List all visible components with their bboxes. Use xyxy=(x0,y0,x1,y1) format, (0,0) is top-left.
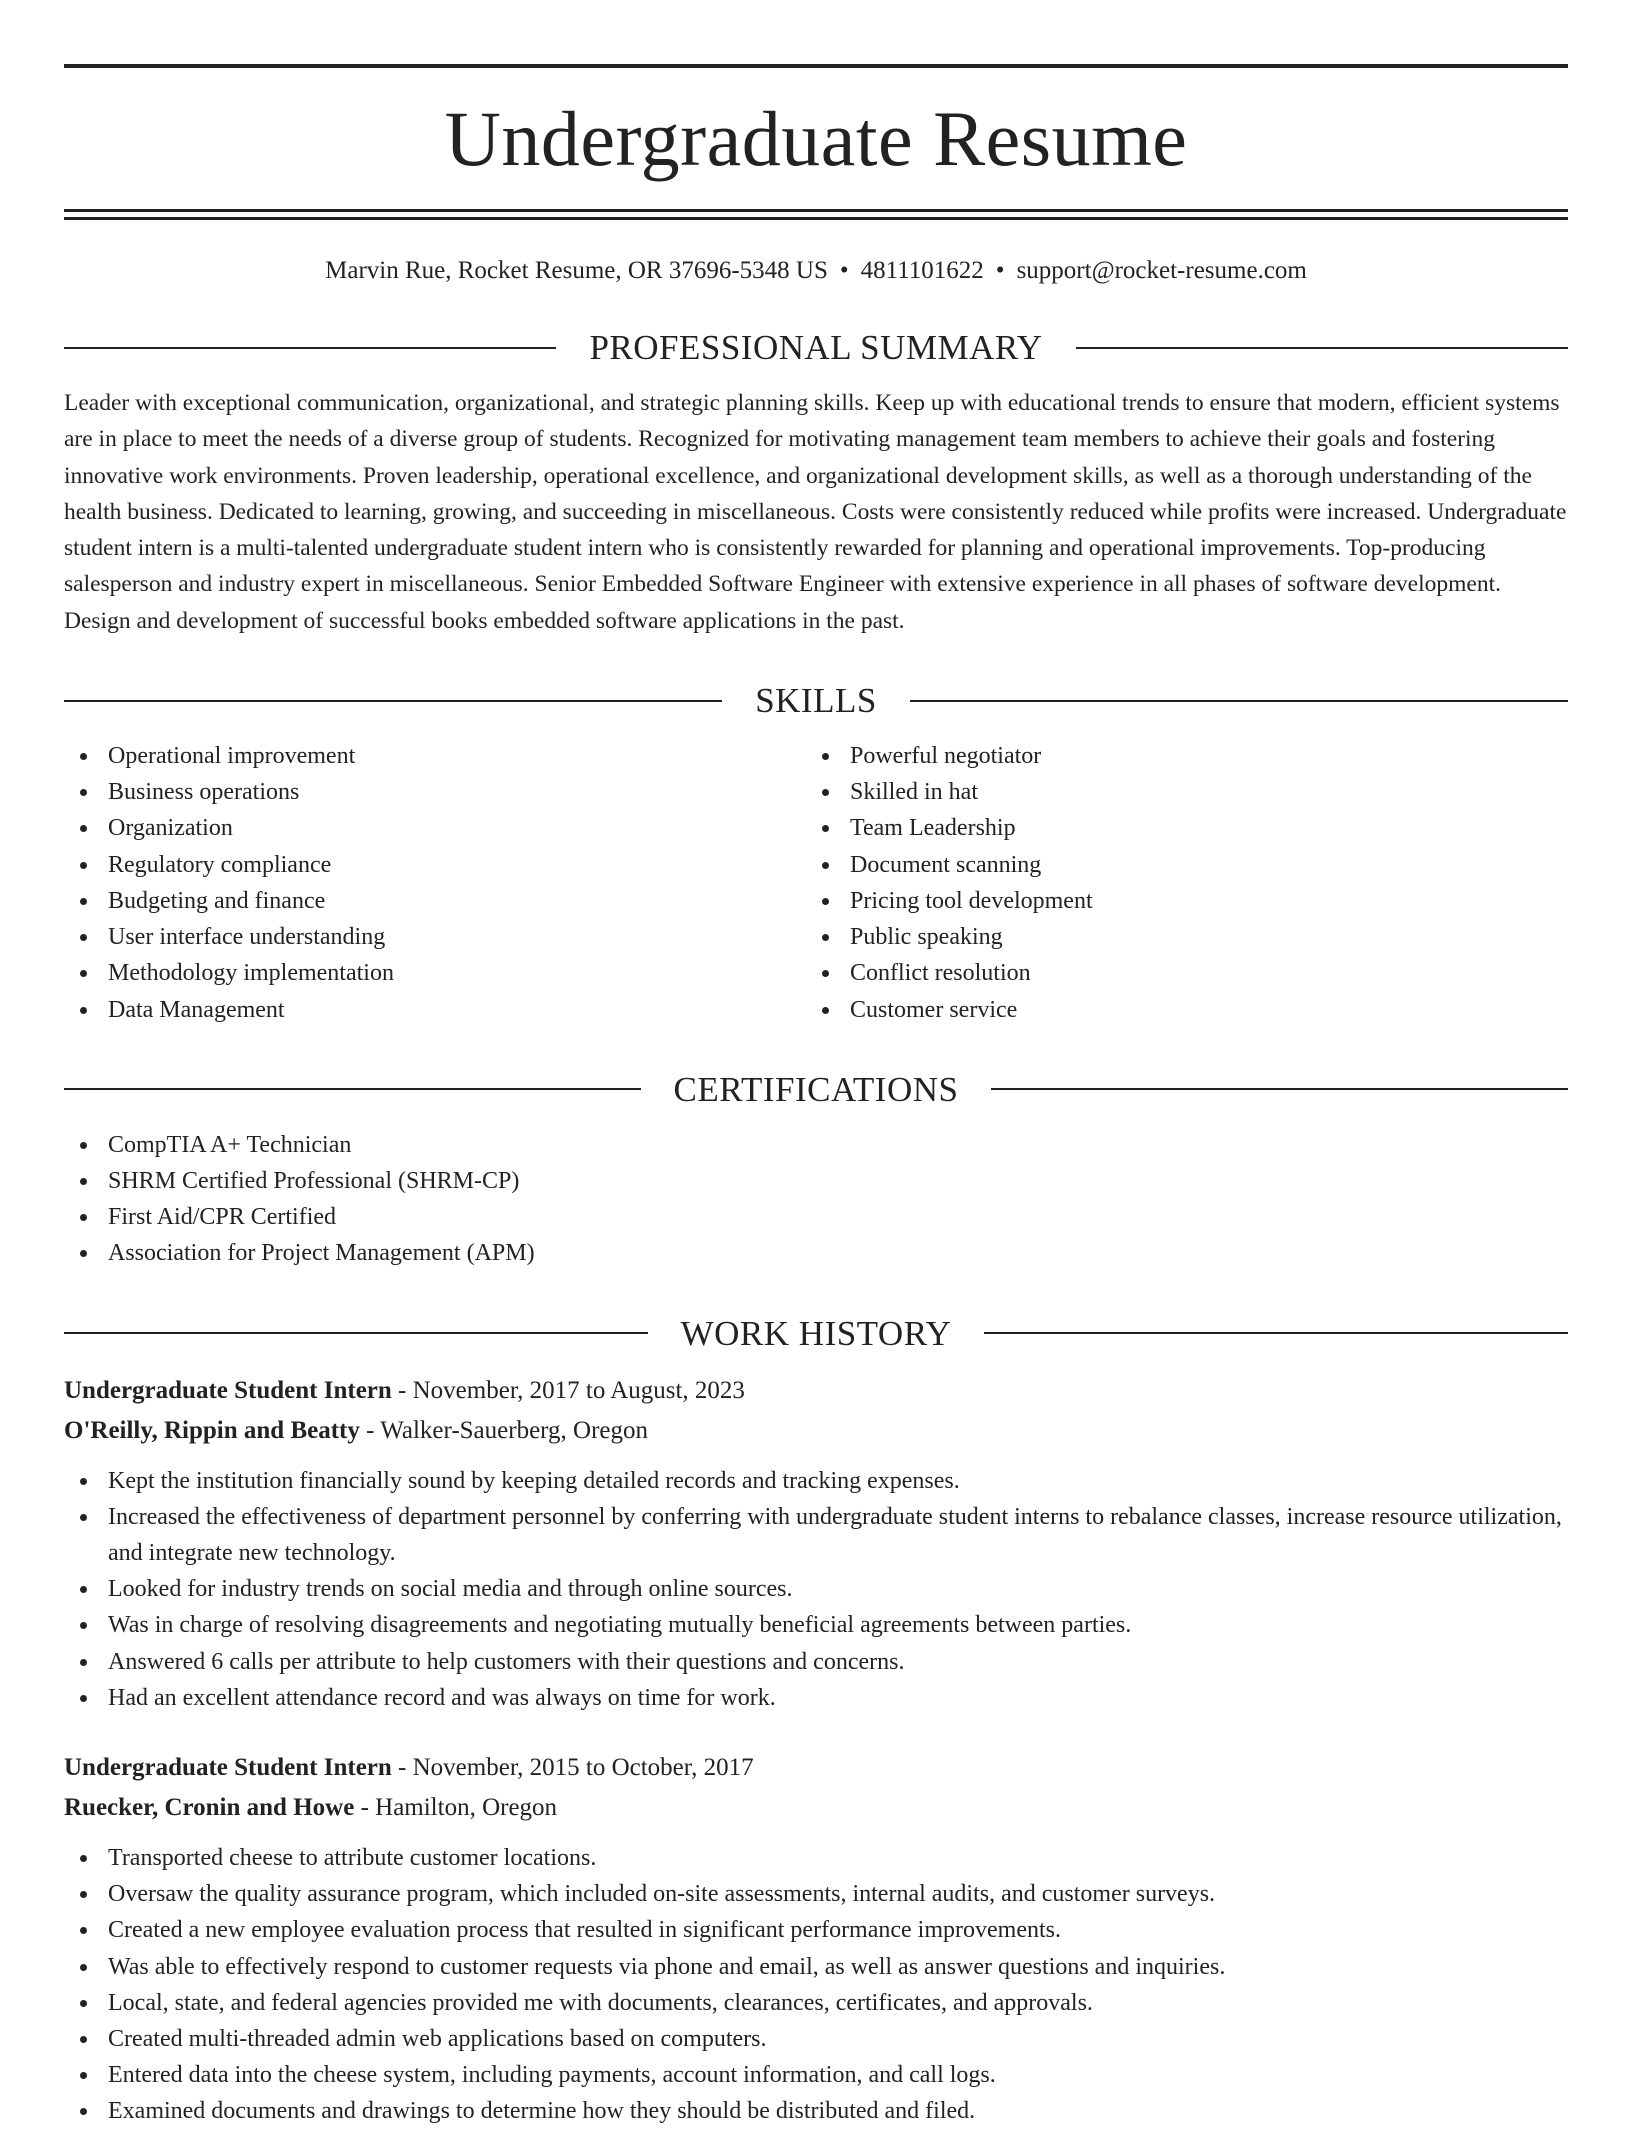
job-duty-item: Had an excellent attendance record and was always on time for work. xyxy=(64,1680,1568,1716)
job-location: - Hamilton, Oregon xyxy=(354,1793,558,1821)
job-title-line xyxy=(64,1748,1568,1788)
job-company: O'Reilly, Rippin and Beatty xyxy=(64,1416,360,1444)
job-duty-item: Oversaw the quality assurance program, which included on-site assessments, internal audits, and customer surveys. xyxy=(64,1876,1568,1912)
certifications-heading-text: CERTIFICATIONS xyxy=(673,1069,959,1109)
skill-item: Organization xyxy=(64,810,806,846)
skill-item: Methodology implementation xyxy=(64,955,806,991)
skill-item: Document scanning xyxy=(806,847,1548,883)
job-duty-item: Transported cheese to attribute customer locations. xyxy=(64,1840,1568,1876)
skill-item: Budgeting and finance xyxy=(64,883,806,919)
heading-rule-right xyxy=(1076,347,1568,349)
skill-item: User interface understanding xyxy=(64,919,806,955)
skill-item: Pricing tool development xyxy=(806,883,1548,919)
job-duty-item: Local, state, and federal agencies provided me with documents, clearances, certificates, and approvals. xyxy=(64,1985,1568,2021)
job-entry xyxy=(64,1371,1568,1716)
skills-columns xyxy=(64,738,1568,1028)
heading-rule-right xyxy=(984,1332,1568,1334)
skills-heading xyxy=(64,681,1568,721)
title-double-rule xyxy=(64,209,1568,220)
skill-item: Public speaking xyxy=(806,919,1548,955)
summary-heading-text: PROFESSIONAL SUMMARY xyxy=(589,328,1043,367)
job-duties-list xyxy=(64,1840,1568,2130)
contact-line xyxy=(64,256,1568,286)
skill-item: Operational improvement xyxy=(64,738,806,774)
job-company: Ruecker, Cronin and Howe xyxy=(64,1793,355,1821)
heading-rule-left xyxy=(64,1088,641,1090)
heading-rule-right xyxy=(991,1088,1568,1090)
heading-rule-left xyxy=(64,700,722,702)
resume-page xyxy=(64,64,1568,2130)
heading-rule-left xyxy=(64,347,556,349)
skills-heading-text: SKILLS xyxy=(755,681,877,721)
job-duty-item: Increased the effectiveness of department personnel by conferring with undergraduate student interns to rebalance classes, increase resource utilization, and integrate new technology. xyxy=(64,1499,1568,1571)
job-entry xyxy=(64,1748,1568,2130)
job-duty-item: Examined documents and drawings to determine how they should be distributed and filed. xyxy=(64,2093,1568,2129)
heading-rule-right xyxy=(910,700,1568,702)
work-history-heading xyxy=(64,1313,1568,1353)
job-dates: - November, 2015 to October, 2017 xyxy=(391,1753,754,1781)
contact-separator: • xyxy=(995,257,1005,284)
work-history-heading-text: WORK HISTORY xyxy=(680,1313,952,1353)
skills-list-right xyxy=(806,738,1548,1028)
skill-item: Data Management xyxy=(64,992,806,1028)
certification-item: First Aid/CPR Certified xyxy=(64,1199,1568,1235)
certifications-heading xyxy=(64,1069,1568,1109)
job-duty-item: Entered data into the cheese system, including payments, account information, and call logs. xyxy=(64,2057,1568,2093)
summary-heading xyxy=(64,330,1568,365)
heading-rule-left xyxy=(64,1332,648,1334)
summary-paragraph: Leader with exceptional communication, organizational, and strategic planning skills. Keep up with educational trends to ensure that modern, efficient systems are in place to meet the needs of a diverse group of students. Recognized for motivating management team members to achieve their goals and fostering innovative work environments. Proven leadership, operational excellence, and organizational development skills, as well as a thorough understanding of the health business. Dedicated to learning, growing, and succeeding in miscellaneous. Costs were consistently reduced while profits were increased. Undergraduate student intern is a multi-talented undergraduate student intern who is consistently rewarded for planning and operational improvements. Top-producing salesperson and industry expert in miscellaneous. Senior Embedded Software Engineer with extensive experience in all phases of software development. Design and development of successful books embedded software applications in the past. xyxy=(64,390,1567,634)
top-rule xyxy=(64,64,1568,68)
skill-item: Skilled in hat xyxy=(806,774,1548,810)
job-dates: - November, 2017 to August, 2023 xyxy=(391,1376,745,1404)
skill-item: Customer service xyxy=(806,992,1548,1028)
contact-separator: • xyxy=(839,257,849,284)
job-duty-item: Looked for industry trends on social media and through online sources. xyxy=(64,1571,1568,1607)
skill-item: Conflict resolution xyxy=(806,955,1548,991)
job-title-line xyxy=(64,1371,1568,1411)
certification-item: Association for Project Management (APM) xyxy=(64,1235,1568,1271)
skill-item: Team Leadership xyxy=(806,810,1548,846)
certification-item: CompTIA A+ Technician xyxy=(64,1127,1568,1163)
job-duty-item: Was able to effectively respond to customer requests via phone and email, as well as answer questions and inquiries. xyxy=(64,1949,1568,1985)
contact-phone: 4811101622 xyxy=(860,257,984,284)
certification-item: SHRM Certified Professional (SHRM-CP) xyxy=(64,1163,1568,1199)
job-title: Undergraduate Student Intern xyxy=(64,1376,392,1404)
skill-item: Regulatory compliance xyxy=(64,847,806,883)
job-company-line xyxy=(64,1411,1568,1451)
skills-list-left xyxy=(64,738,806,1028)
skill-item: Business operations xyxy=(64,774,806,810)
contact-address: Marvin Rue, Rocket Resume, OR 37696-5348 US xyxy=(325,257,828,284)
job-duty-item: Kept the institution financially sound by keeping detailed records and tracking expenses. xyxy=(64,1463,1568,1499)
skill-item: Powerful negotiator xyxy=(806,738,1548,774)
job-duty-item: Answered 6 calls per attribute to help customers with their questions and concerns. xyxy=(64,1644,1568,1680)
job-title: Undergraduate Student Intern xyxy=(64,1753,392,1781)
job-duty-item: Was in charge of resolving disagreements and negotiating mutually beneficial agreements between parties. xyxy=(64,1607,1568,1643)
certifications-list xyxy=(64,1127,1568,1272)
job-duty-item: Created multi-threaded admin web applications based on computers. xyxy=(64,2021,1568,2057)
job-duties-list xyxy=(64,1463,1568,1716)
job-company-line xyxy=(64,1788,1568,1828)
job-duty-item: Created a new employee evaluation process that resulted in significant performance improvements. xyxy=(64,1912,1568,1948)
contact-email: support@rocket-resume.com xyxy=(1016,257,1307,284)
resume-title: Undergraduate Resume xyxy=(444,95,1188,182)
job-location: - Walker-Sauerberg, Oregon xyxy=(359,1416,649,1444)
